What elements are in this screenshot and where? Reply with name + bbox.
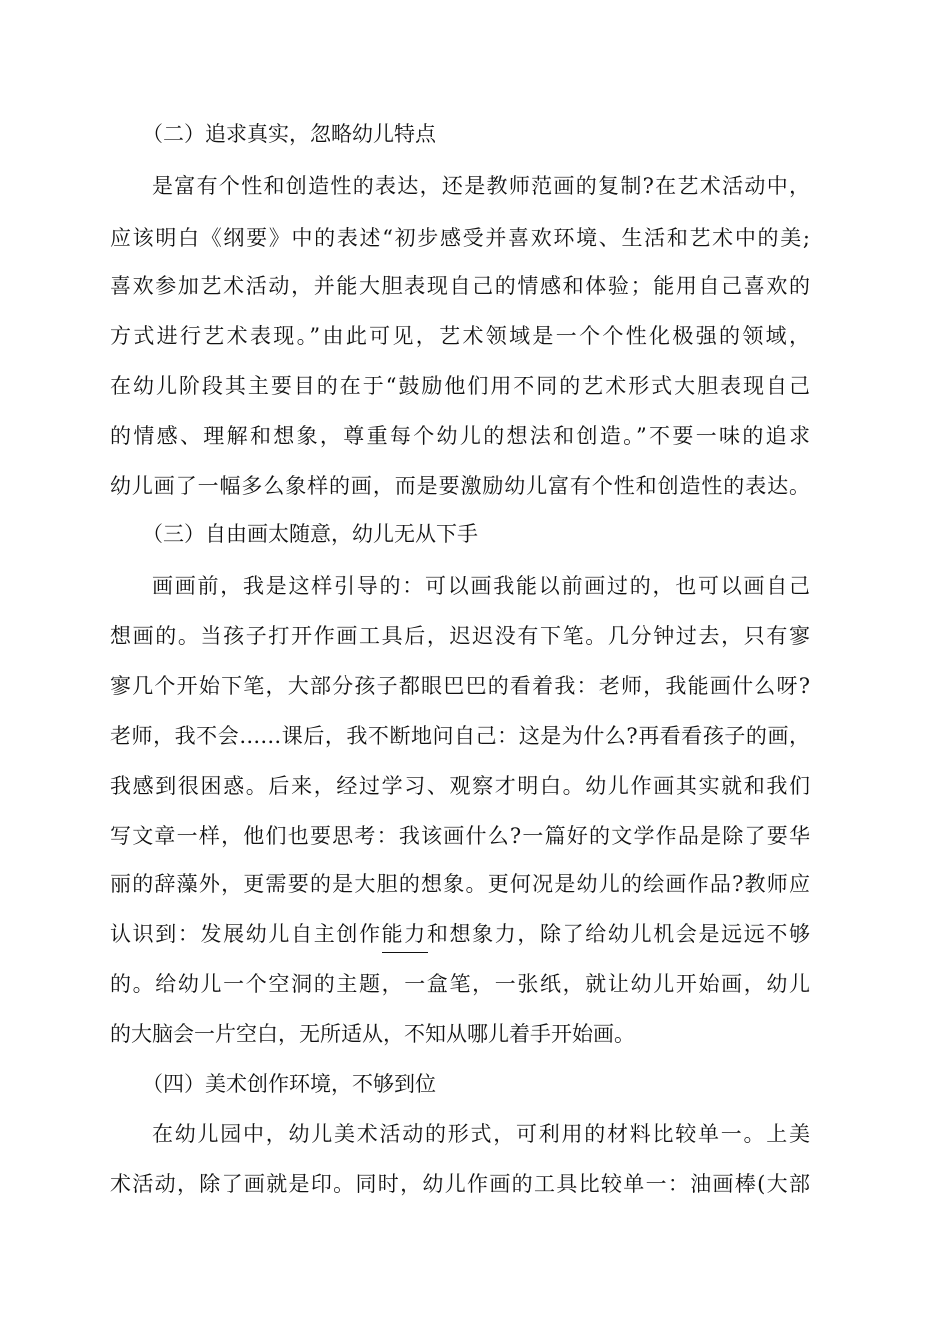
paragraph-line: 方式进行艺术表现。”由此可见，艺术领域是一个个性化极强的领域，	[110, 324, 810, 348]
paragraph-line: 在幼儿阶段其主要目的在于“鼓励他们用不同的艺术形式大胆表现自己	[110, 374, 810, 398]
text-underline	[382, 952, 428, 953]
paragraph-line: 喜欢参加艺术活动，并能大胆表现自己的情感和体验；能用自己喜欢的	[110, 274, 810, 298]
paragraph-line: 在幼儿园中，幼儿美术活动的形式，可利用的材料比较单一。上美	[152, 1122, 810, 1146]
paragraph-line: 的情感、理解和想象，尊重每个幼儿的想法和创造。”不要一味的追求	[110, 424, 810, 448]
paragraph-line: 我感到很困惑。后来，经过学习、观察才明白。幼儿作画其实就和我们	[110, 774, 810, 798]
paragraph-line: 想画的。当孩子打开作画工具后，迟迟没有下笔。几分钟过去，只有寥	[110, 624, 810, 648]
paragraph-line: 寥几个开始下笔，大部分孩子都眼巴巴的看着我：老师，我能画什么呀?	[110, 674, 810, 698]
paragraph-line: 画画前，我是这样引导的：可以画我能以前画过的，也可以画自己	[152, 574, 810, 598]
paragraph-line: 是富有个性和创造性的表达，还是教师范画的复制?在艺术活动中，	[152, 174, 810, 198]
paragraph-line: 认识到：发展幼儿自主创作能力和想象力，除了给幼儿机会是远远不够	[110, 922, 810, 946]
paragraph-line: 的。给幼儿一个空洞的主题，一盒笔，一张纸，就让幼儿开始画，幼儿	[110, 972, 810, 996]
paragraph-line: 幼儿画了一幅多么象样的画，而是要激励幼儿富有个性和创造性的表达。	[110, 474, 810, 498]
paragraph-line: 术活动，除了画就是印。同时，幼儿作画的工具比较单一：油画棒(大部	[110, 1172, 810, 1196]
paragraph-line: 丽的辞藻外，更需要的是大胆的想象。更何况是幼儿的绘画作品?教师应	[110, 872, 810, 896]
paragraph-line: 应该明白《纲要》中的表述“初步感受并喜欢环境、生活和艺术中的美;	[110, 226, 810, 250]
section-heading-2: （二）追求真实，忽略幼儿特点	[142, 122, 436, 146]
section-heading-3: （三）自由画太随意，幼儿无从下手	[142, 522, 478, 546]
section-heading-4: （四）美术创作环境，不够到位	[142, 1072, 436, 1096]
paragraph-line: 写文章一样，他们也要思考：我该画什么?一篇好的文学作品是除了要华	[110, 824, 810, 848]
paragraph-line: 老师，我不会……课后，我不断地问自己：这是为什么?再看看孩子的画，	[110, 724, 810, 748]
paragraph-line: 的大脑会一片空白，无所适从，不知从哪儿着手开始画。	[110, 1022, 635, 1046]
